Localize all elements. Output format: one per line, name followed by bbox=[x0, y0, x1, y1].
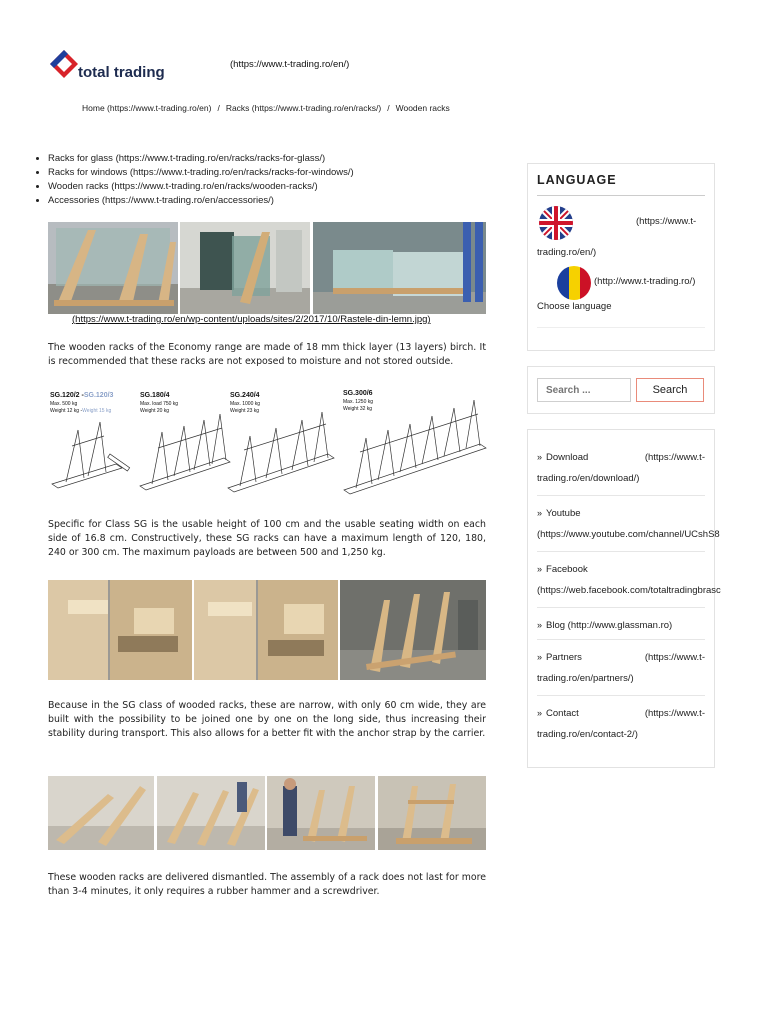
menu-item-download[interactable] bbox=[537, 452, 705, 484]
chevron-right-icon: » bbox=[537, 564, 543, 574]
photo-glass-racks-1[interactable] bbox=[48, 222, 178, 314]
language-ro-link[interactable]: (http://www.t-trading.ro/) bbox=[594, 276, 696, 287]
image-link[interactable]: (https://www.t-trading.ro/en/wp-content/uploads/sites/2/2017/10/Rastele-din-lemn.jpg) bbox=[72, 314, 431, 325]
rack-models-diagram bbox=[48, 386, 488, 498]
menu-item-url-cont: trading.ro/en/partners/) bbox=[537, 673, 634, 684]
category-wooden-racks[interactable]: • Wooden racks (https://www.t-trading.ro/en/racks/wooden-racks/) bbox=[48, 180, 354, 194]
breadcrumb-separator: / bbox=[387, 103, 390, 113]
uk-flag-icon[interactable] bbox=[539, 206, 573, 240]
model-sg180-weight: Weight 20 kg bbox=[140, 408, 170, 414]
menu-item-label: Download bbox=[546, 452, 589, 463]
menu-item-youtube[interactable] bbox=[537, 508, 737, 540]
breadcrumb-racks[interactable]: Racks (https://www.t-trading.ro/en/racks/) bbox=[225, 103, 382, 113]
paragraph-materials: The wooden racks of the Economy range are made of 18 mm thick layer (13 layers) birch. It is recommended that these racks are not exposed to moisture and not stored outside. bbox=[48, 342, 486, 367]
model-sg180-label: SG.180/4 bbox=[140, 392, 170, 399]
menu-item-label: Youtube bbox=[546, 508, 581, 519]
breadcrumb bbox=[82, 103, 450, 113]
search-input[interactable] bbox=[537, 378, 631, 402]
menu-item-url: (https://www.t- bbox=[644, 652, 705, 663]
menu-divider bbox=[537, 639, 705, 640]
search-widget bbox=[527, 366, 715, 414]
language-divider bbox=[537, 195, 705, 196]
model-sg120-alt-label: SG.120/3 bbox=[83, 392, 114, 399]
model-sg120-load: Max. 500 kg bbox=[50, 401, 78, 407]
photo-assembled-racks[interactable] bbox=[340, 580, 486, 680]
chevron-right-icon: » bbox=[537, 508, 543, 518]
photo-glass-racks-2[interactable] bbox=[180, 222, 310, 314]
language-bottom-divider bbox=[537, 327, 705, 328]
category-accessories[interactable]: • Accessories (https://www.t-trading.ro/en/accessories/) bbox=[48, 194, 354, 208]
chevron-right-icon: » bbox=[537, 708, 543, 718]
model-sg120-weight: Weight 12 kg - bbox=[50, 408, 83, 414]
language-en-link-cont[interactable]: trading.ro/en/) bbox=[537, 247, 597, 258]
model-sg300-weight: Weight 32 kg bbox=[343, 406, 373, 412]
menu-item-url-cont: (https://www.youtube.com/channel/UCshS8 bbox=[537, 529, 720, 540]
photo-assembly-step-3[interactable] bbox=[267, 776, 375, 850]
category-list bbox=[36, 152, 354, 208]
paragraph-stability: Because in the SG class of wooded racks, these are narrow, with only 60 cm wide, they are built with the possibility to be joined one by one on the long side, thus increasing their stability during transport. This also allows for a better fit with the anchor strap by the carrier. bbox=[48, 700, 486, 739]
chevron-right-icon: » bbox=[537, 652, 543, 662]
model-sg240-load: Max. 1000 kg bbox=[230, 401, 261, 407]
svg-text:SG.120/2 -SG.120/3 bbox=[50, 392, 114, 399]
svg-text:Weight 12 kg -Weight 15 kg bbox=[50, 408, 111, 414]
category-racks-for-glass[interactable]: • Racks for glass (https://www.t-trading.ro/en/racks/racks-for-glass/) bbox=[48, 152, 354, 166]
paragraph-specifications: Specific for Class SG is the usable height of 100 cm and the usable seating width on each side of 16.8 cm. Constructively, these SG racks can have a maximum length of 120, 180, 240 or 300 cm. The maximum payloads are between 500 and 1,250 kg. bbox=[48, 519, 486, 558]
menu-item-blog[interactable] bbox=[537, 620, 705, 631]
menu-item-label: Blog (http://www.glassman.ro) bbox=[546, 620, 673, 631]
menu-item-url-cont: trading.ro/en/download/) bbox=[537, 473, 640, 484]
menu-item-url-cont: trading.ro/en/contact-2/) bbox=[537, 729, 638, 740]
logo-text: total trading bbox=[78, 64, 165, 81]
menu-item-label: Facebook bbox=[546, 564, 588, 575]
menu-item-facebook[interactable] bbox=[537, 564, 737, 596]
search-button[interactable]: Search bbox=[636, 378, 704, 402]
menu-item-label: Contact bbox=[546, 708, 579, 719]
menu-divider bbox=[537, 607, 705, 608]
logo-link[interactable]: (https://www.t-trading.ro/en/) bbox=[230, 59, 350, 70]
paragraph-assembly: These wooden racks are delivered dismantled. The assembly of a rack does not last for more than 3-4 minutes, it only requires a rubber hammer and a screwdriver. bbox=[48, 872, 486, 897]
language-widget bbox=[527, 163, 715, 351]
menu-divider bbox=[537, 495, 705, 496]
photo-joint-detail-1[interactable] bbox=[48, 580, 192, 680]
site-logo[interactable] bbox=[48, 46, 350, 86]
breadcrumb-current: Wooden racks bbox=[395, 103, 450, 113]
logo-mark-icon bbox=[48, 48, 80, 80]
model-sg300-label: SG.300/6 bbox=[343, 390, 373, 397]
menu-divider bbox=[537, 695, 705, 696]
photo-glass-racks-3[interactable] bbox=[313, 222, 486, 314]
choose-language-select[interactable]: Choose language bbox=[537, 301, 612, 312]
breadcrumb-separator: / bbox=[217, 103, 220, 113]
ro-flag-icon[interactable] bbox=[557, 266, 591, 300]
photo-joint-detail-2[interactable] bbox=[194, 580, 338, 680]
menu-item-url: (https://www.t- bbox=[644, 452, 705, 463]
menu-item-partners[interactable] bbox=[537, 652, 705, 684]
menu-item-url-cont: (https://web.facebook.com/totaltradingbrasc bbox=[537, 585, 721, 596]
photo-assembly-complete[interactable] bbox=[378, 776, 486, 850]
language-en-link[interactable]: (https://www.t- bbox=[636, 216, 697, 227]
model-sg120-label: SG.120/2 - bbox=[50, 392, 84, 399]
menu-item-url: (https://www.t- bbox=[644, 708, 705, 719]
chevron-right-icon: » bbox=[537, 620, 543, 630]
menu-divider bbox=[537, 551, 705, 552]
model-sg300-load: Max. 1250 kg bbox=[343, 399, 374, 405]
chevron-right-icon: » bbox=[537, 452, 543, 462]
links-widget bbox=[527, 429, 721, 768]
breadcrumb-home[interactable]: Home (https://www.t-trading.ro/en) bbox=[82, 103, 212, 113]
model-sg120-alt-weight: Weight 15 kg bbox=[82, 408, 112, 414]
category-racks-for-windows[interactable]: • Racks for windows (https://www.t-trading.ro/en/racks/racks-for-windows/) bbox=[48, 166, 354, 180]
photo-assembly-step-1[interactable] bbox=[48, 776, 154, 850]
model-sg240-weight: Weight 23 kg bbox=[230, 408, 260, 414]
language-title: LANGUAGE bbox=[537, 173, 617, 187]
menu-item-contact[interactable] bbox=[537, 708, 705, 740]
model-sg240-label: SG.240/4 bbox=[230, 392, 260, 399]
photo-assembly-step-2[interactable] bbox=[157, 776, 265, 850]
menu-item-label: Partners bbox=[546, 652, 582, 663]
model-sg180-load: Max. load 750 kg bbox=[140, 401, 179, 407]
